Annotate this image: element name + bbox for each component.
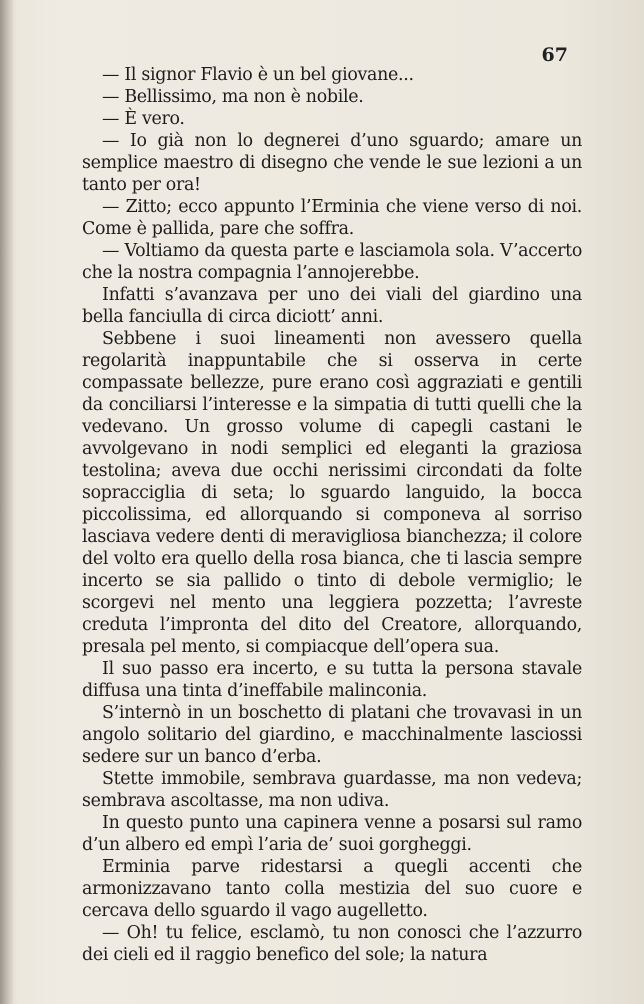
paragraph: In questo punto una capinera venne a posarsi sul ramo d’un albero ed empì l’aria de’ suoi gorgheggi. xyxy=(82,813,582,855)
paragraph: — Io già non lo degnerei d’uno sguardo; amare un semplice maestro di disegno che vende le sue lezioni a un tanto per ora! xyxy=(82,131,582,195)
body-text xyxy=(82,64,582,966)
paragraph: — È vero. xyxy=(102,109,185,129)
paragraph: — Bellissimo, ma non è nobile. xyxy=(102,87,364,107)
paragraph: — Il signor Flavio è un bel giovane... xyxy=(102,65,414,85)
paragraph: Il suo passo era incerto, e su tutta la persona stavale diffusa una tinta d’ineffabile malinconia. xyxy=(82,659,582,701)
paragraph: S’internò in un boschetto di platani che trovavasi in un angolo solitario del giardino, e macchinalmente lasciossi sedere sur un banco d’erba. xyxy=(82,703,582,767)
paragraph: — Zitto; ecco appunto l’Erminia che viene verso di noi. Come è pallida, pare che soffra. xyxy=(82,197,582,239)
paragraph: Infatti s’avanzava per uno dei viali del giardino una bella fanciulla di circa diciott’ anni. xyxy=(82,285,582,327)
paragraph: Stette immobile, sembrava guardasse, ma non vedeva; sembrava ascoltasse, ma non udiva. xyxy=(82,769,582,811)
page-spine-shadow xyxy=(0,0,14,1004)
paragraph: — Voltiamo da questa parte e lasciamola sola. V’accerto che la nostra compagnia l’annojerebbe. xyxy=(82,241,582,283)
page-number: 67 xyxy=(541,44,568,66)
paragraph: Sebbene i suoi lineamenti non avessero quella regolarità inappuntabile che si osserva in certe compassate bellezze, pure erano così aggraziati e gentili da conciliarsi l’interesse e la simpatia di tutti quelli che la vedevano. Un grosso volume di capegli castani le avvolgevano in nodi semplici ed eleganti la graziosa testolina; aveva due occhi nerissimi circondati da folte sopracciglia di seta; lo sguardo languido, la bocca piccolissima, ed allorquando si componeva al sorriso lasciava vedere denti di meravigliosa bianchezza; il colore del volto era quello della rosa bianca, che ti lascia sempre incerto se sia pallido o tinto di debole vermiglio; le scorgevi nel mento una leggiera pozzetta; l’avreste creduta l’impronta del dito del Creatore, allorquando, presala pel mento, si compiacque dell’opera sua. xyxy=(82,329,582,657)
paragraph: — Oh! tu felice, esclamò, tu non conosci che l’azzurro dei cieli ed il raggio benefico del sole; la natura xyxy=(82,923,582,965)
paragraph: Erminia parve ridestarsi a quegli accenti che armonizzavano tanto colla mestizia del suo cuore e cercava dello sguardo il vago augelletto. xyxy=(82,857,582,921)
